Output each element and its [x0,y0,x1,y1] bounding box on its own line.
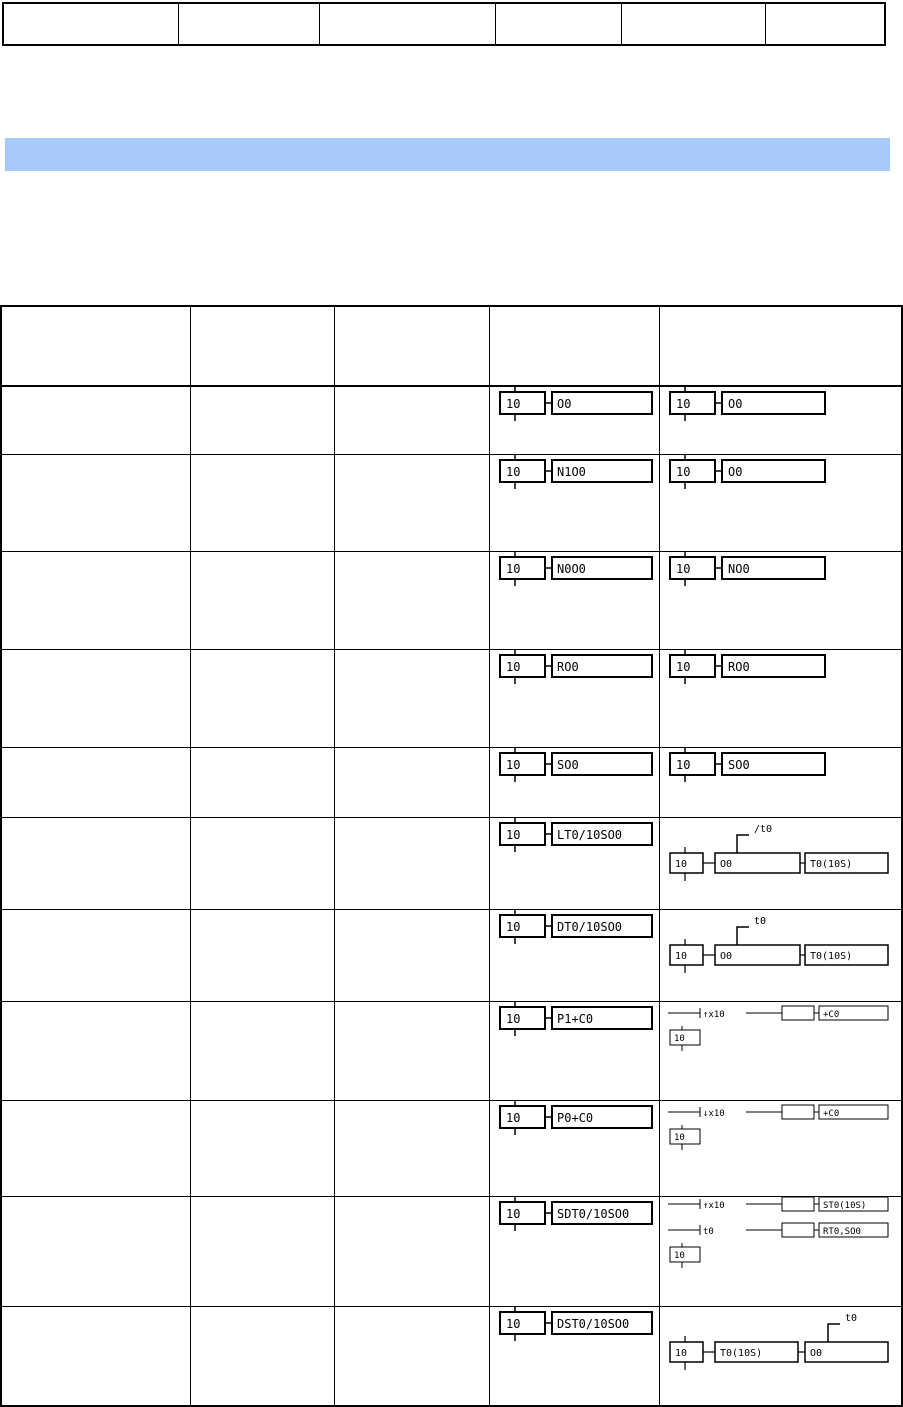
ladder-cell [660,1305,898,1404]
ladder-cell [660,1099,898,1198]
step-number-text: 10 [674,1251,685,1261]
action-label-text: NO0 [728,562,750,576]
timer-flag-text: t0 [754,916,767,927]
action-qualifier-text: P1+C0 [557,1012,594,1026]
sfc-cell [498,550,663,604]
ladder-equivalent-diagram [660,550,898,645]
action-label-text: RO0 [728,660,750,674]
step-number-text: 10 [674,1133,685,1143]
sfc-step-diagram [498,746,663,796]
ladder-equivalent-diagram [660,816,898,911]
table-row [2,1196,901,1306]
contact-label-text: ↑x10 [703,1201,725,1211]
timer-flag-text: /t0 [754,824,773,835]
action-qualifier-text: SO0 [557,758,579,772]
ladder-equivalent-diagram [660,1000,898,1095]
ladder-cell [660,816,898,915]
action-label-text: SO0 [728,758,750,772]
contact-label-text: ↑x10 [703,1010,725,1020]
sfc-cell [498,816,663,870]
table-row [2,1001,901,1100]
step-number-text: 10 [506,758,521,772]
step-number-text: 10 [506,660,521,674]
timer-flag-line [828,1324,840,1342]
contact-box [782,1105,814,1119]
sfc-cell [498,1305,663,1359]
table-row [2,649,901,747]
header-table [2,2,886,46]
step-number-text: 10 [506,828,521,842]
contact-box [782,1197,814,1211]
ladder-equivalent-diagram [660,1305,898,1400]
step-number-text: 10 [674,1034,685,1044]
ladder-equivalent-diagram [660,648,898,743]
table-row [2,551,901,649]
action-label-text: O0 [728,397,743,411]
ladder-equivalent-diagram [660,1195,898,1290]
table-row [2,817,901,909]
step-number-text: 10 [506,1111,521,1125]
table-row [2,1100,901,1196]
header-cell [179,4,320,44]
ladder-cell [660,908,898,1007]
sfc-cell [498,1195,663,1249]
sfc-cell [498,648,663,702]
ladder-cell [660,648,898,747]
action-box-text: O0 [720,859,733,870]
sfc-step-diagram [498,1195,663,1245]
sfc-step-diagram [498,453,663,503]
contact-label-text: t0 [703,1227,714,1237]
contact-box [782,1006,814,1020]
step-number-text: 10 [676,758,691,772]
step-number-text: 10 [506,1317,521,1331]
step-number-text: 10 [506,920,521,934]
step-number-text: 10 [676,660,691,674]
ladder-cell [660,453,898,552]
coil-label-text: ST0(10S) [823,1201,867,1211]
coil-label-text: RT0,SO0 [823,1227,861,1237]
action-qualifier-text: P0+C0 [557,1111,594,1125]
sfc-step-diagram [498,385,663,435]
action-qualifier-text: DST0/10SO0 [557,1317,630,1331]
table-row [2,747,901,817]
ladder-equivalent-diagram [660,1099,898,1194]
timer-flag-line [737,927,749,945]
action-qualifier-text: DT0/10SO0 [557,920,623,934]
sfc-step-diagram [498,550,663,600]
action-label-text: O0 [728,465,743,479]
coil-label-text: +C0 [823,1010,840,1020]
ladder-cell [660,1195,898,1294]
ladder-cell [660,1000,898,1099]
sfc-step-diagram [498,1099,663,1149]
sfc-cell [498,453,663,507]
action-qualifier-text: N1O0 [557,465,586,479]
coil-label-text: +C0 [823,1109,840,1119]
contact-box [782,1223,814,1237]
step-number-text: 10 [506,465,521,479]
sfc-step-diagram [498,1305,663,1355]
sfc-cell [498,1000,663,1054]
ladder-equivalent-diagram [660,908,898,1003]
step-number-text: 10 [675,951,688,962]
timer-flag-line [737,835,749,853]
table-row [2,1306,901,1405]
sfc-cell [498,385,663,439]
action-qualifier-text: RO0 [557,660,579,674]
step-number-text: 10 [676,397,691,411]
table-row [2,385,901,454]
action-qualifier-text: N0O0 [557,562,586,576]
table-row [2,454,901,551]
section-bar [5,138,890,171]
sfc-step-diagram [498,1000,663,1050]
sfc-cell [498,908,663,962]
action-table [0,305,903,1407]
action-box-text: O0 [720,951,733,962]
step-number-text: 10 [675,1348,688,1359]
sfc-cell [498,746,663,800]
sfc-step-diagram [498,816,663,866]
sfc-step-diagram [498,648,663,698]
header-cell [320,4,496,44]
header-cell [622,4,766,44]
action-qualifier-text: SDT0/10SO0 [557,1207,630,1221]
header-cell [496,4,622,44]
step-number-text: 10 [506,397,521,411]
step-number-text: 10 [506,1207,521,1221]
timer-flag-text: t0 [845,1313,858,1324]
table-row [2,909,901,1001]
action-box-text: O0 [810,1348,823,1359]
step-number-text: 10 [676,562,691,576]
sfc-cell [498,1099,663,1153]
step-number-text: 10 [506,562,521,576]
action-box-text: T0(10S) [720,1348,763,1359]
step-number-text: 10 [675,859,688,870]
ladder-cell [660,550,898,649]
sfc-step-diagram [498,908,663,958]
action-qualifier-text: LT0/10SO0 [557,828,623,842]
header-cell [766,4,884,44]
action-box-text: T0(10S) [810,859,853,870]
action-box-text: T0(10S) [810,951,853,962]
header-cell [4,4,179,44]
action-qualifier-text: O0 [557,397,572,411]
step-number-text: 10 [676,465,691,479]
contact-label-text: ↓x10 [703,1109,725,1119]
step-number-text: 10 [506,1012,521,1026]
ladder-equivalent-diagram [660,453,898,548]
